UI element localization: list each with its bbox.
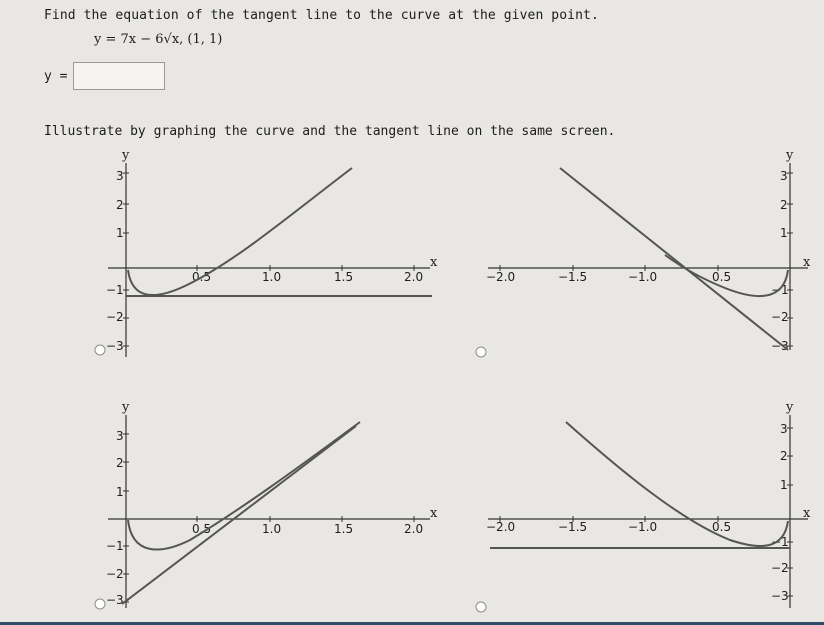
y-tick-label: 1	[116, 226, 124, 240]
y-tick-label: −2	[106, 567, 124, 581]
y-axis-label: y	[122, 148, 130, 163]
x-axis-label: x	[803, 506, 811, 521]
radio-bottom-left[interactable]	[95, 599, 105, 609]
curve	[128, 422, 360, 550]
y-tick-label: −1	[106, 283, 124, 297]
y-axis-label: y	[786, 148, 794, 163]
y-tick-label: −3	[771, 339, 789, 353]
y-tick-label: 3	[116, 169, 124, 183]
x-tick-label: −2.0	[486, 270, 516, 284]
x-tick-label: 1.0	[262, 522, 282, 536]
y-tick-label: 1	[780, 226, 788, 240]
x-tick-label: −1.0	[628, 520, 658, 534]
graph-instruction: Illustrate by graphing the curve and the tangent line on the same screen.	[44, 124, 616, 139]
graph-option-bottom-right[interactable]	[476, 400, 811, 612]
graph-option-top-left[interactable]	[95, 148, 438, 357]
x-tick-label: −1.0	[628, 270, 658, 284]
y-tick-label: −2	[106, 310, 124, 324]
x-tick-label: −2.0	[486, 520, 516, 534]
curve	[566, 422, 788, 546]
graph-option-top-right[interactable]	[476, 148, 811, 357]
x-axis-label: x	[430, 255, 438, 270]
y-tick-label: −3	[771, 589, 789, 603]
y-tick-label: 2	[116, 198, 124, 212]
y-tick-label: −2	[771, 310, 789, 324]
x-tick-label: 0.5	[192, 270, 212, 284]
curve	[128, 168, 352, 295]
radio-top-left[interactable]	[95, 345, 105, 355]
x-tick-label: 1.0	[262, 270, 282, 284]
y-tick-label: −3	[106, 593, 124, 607]
y-tick-label: −1	[106, 539, 124, 553]
x-tick-label: −1.5	[558, 270, 588, 284]
x-tick-label: 2.0	[404, 270, 424, 284]
x-tick-label: 0.5	[712, 520, 732, 534]
curve-equation: y = 7x − 6√x, (1, 1)	[94, 32, 223, 47]
x-tick-label: 0.5	[192, 522, 212, 536]
x-tick-label: 2.0	[404, 522, 424, 536]
answer-label: y =	[44, 68, 68, 84]
x-tick-label: 1.5	[334, 522, 354, 536]
y-tick-label: −3	[106, 339, 124, 353]
y-axis-label: y	[122, 400, 130, 415]
radio-bottom-right[interactable]	[476, 602, 486, 612]
y-tick-label: 2	[780, 449, 788, 463]
tangent-line	[122, 426, 356, 604]
y-tick-label: 2	[116, 456, 124, 470]
x-tick-label: −1.5	[558, 520, 588, 534]
x-axis-label: x	[803, 255, 811, 270]
y-axis-label: y	[786, 400, 794, 415]
y-tick-label: −1	[771, 283, 789, 297]
y-tick-label: 1	[780, 478, 788, 492]
question-title: Find the equation of the tangent line to the curve at the given point.	[44, 8, 599, 23]
y-tick-label: 2	[780, 198, 788, 212]
y-tick-label: 3	[780, 422, 788, 436]
y-tick-label: 3	[116, 429, 124, 443]
y-tick-label: 3	[780, 169, 788, 183]
y-tick-label: 1	[116, 485, 124, 499]
y-tick-label: −1	[771, 535, 789, 549]
radio-top-right[interactable]	[476, 347, 486, 357]
x-axis-label: x	[430, 506, 438, 521]
x-tick-label: 0.5	[712, 270, 732, 284]
tangent-line	[560, 168, 788, 350]
x-tick-label: 1.5	[334, 270, 354, 284]
y-tick-label: −2	[771, 561, 789, 575]
graph-option-bottom-left[interactable]	[95, 400, 438, 609]
